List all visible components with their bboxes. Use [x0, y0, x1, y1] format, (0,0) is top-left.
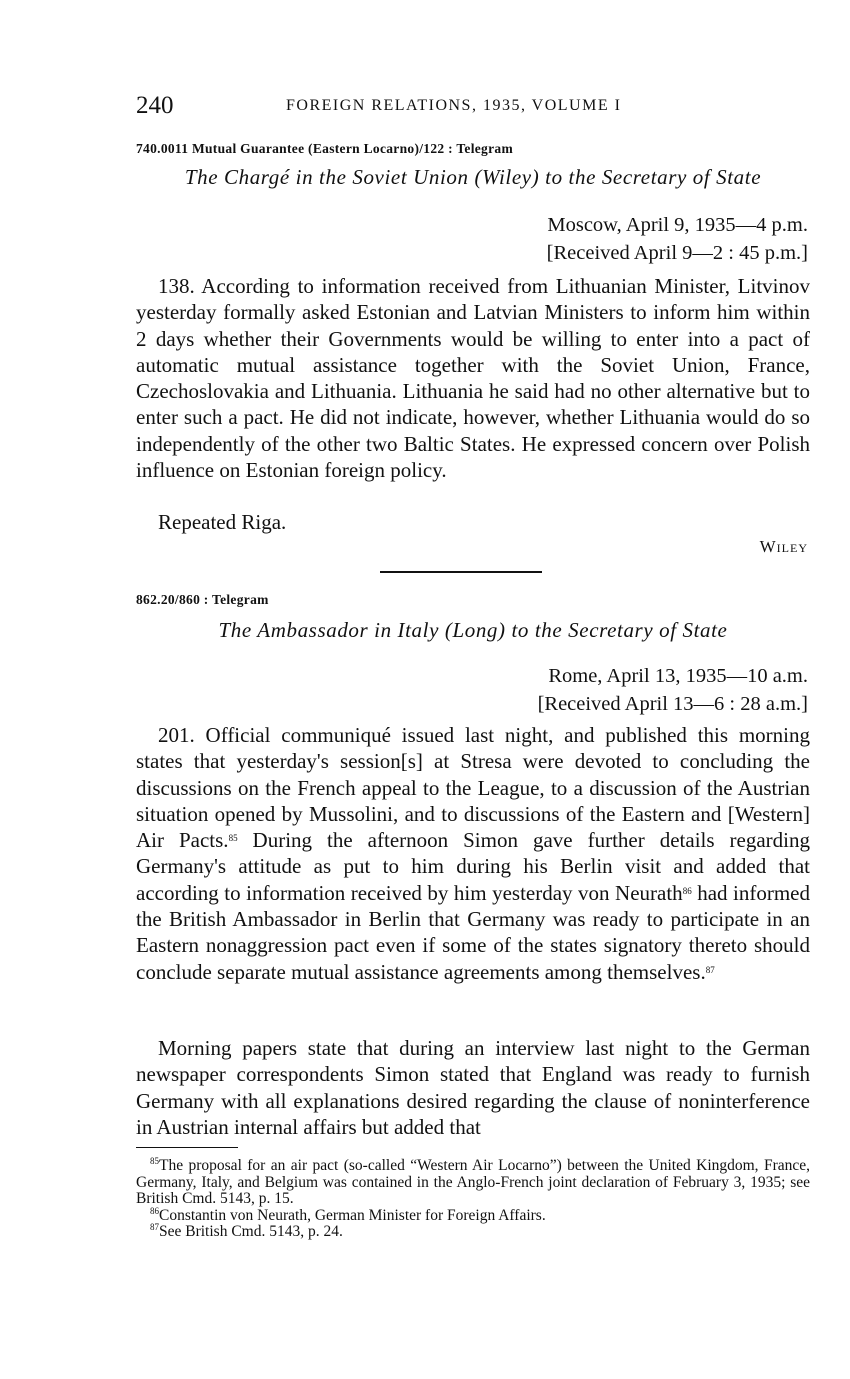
body-text: During the afternoon Simon gave further details regarding Germany's attitude as put to him during his Berlin visit and added that according to information received by him yesterday von Neurath [136, 828, 810, 905]
place-date: Moscow, April 9, 1935—4 p.m. [547, 214, 808, 236]
page-header [136, 92, 810, 126]
telegram-body [136, 722, 810, 985]
footnote-ref[interactable]: 85 [228, 833, 238, 844]
footnotes [136, 1158, 810, 1241]
telegram-body: Morning papers state that during an interview last night to the German newspaper correspondents Simon stated that England was ready to furnish Germany with all explanations desired regarding the clause of noninterference in Austrian internal affairs but added that [136, 1036, 810, 1139]
footnote [136, 1205, 810, 1225]
footnote-text: Constantin von Neurath, German Minister for Foreign Affairs. [159, 1206, 546, 1224]
file-number: 862.20/860 : Telegram [136, 592, 269, 607]
running-head: FOREIGN RELATIONS, 1935, VOLUME I [286, 97, 622, 114]
footnote [136, 1224, 810, 1241]
footnote-text: See British Cmd. 5143, p. 24. [159, 1223, 343, 1240]
body-text: had informed the British Ambassador in Berlin that Germany was ready to participate in an Eastern nonaggression pact even if some of the states signatory thereto should conclude separate mutual assistance agreements among themselves. [136, 880, 810, 984]
footnote-divider [136, 1147, 238, 1148]
footnote-number: 86 [150, 1205, 159, 1216]
body-text: 201. Official communiqué issued last night, and published this morning states that yesterday's session[s] at Stresa were devoted to concluding the discussions on the French appeal to the League, to a discussion of the Austrian situation opened by Mussolini, and to discussions of the Eastern and [Western] Air Pacts. [136, 723, 810, 853]
dateline [538, 662, 808, 718]
telegram-body: 138. According to information received from Lithuanian Minister, Litvinov yesterday formally asked Estonian and Latvian Ministers to inform him within 2 days whether their Governments would be willing to enter into a pact of automatic mutual assistance together with the Soviet Union, France, Czechoslovakia and Lithuania. Lithuania he said had no other alternative but to enter such a pact. He did not indicate, however, whether Lithuania would do so independently of the other two Baltic States. He expressed concern over Polish influence on Estonian foreign policy. [136, 274, 810, 483]
repeated-line: Repeated Riga. [158, 510, 287, 534]
footnote-number: 87 [150, 1222, 159, 1232]
section-divider [380, 571, 542, 573]
footnote-number: 85 [150, 1156, 159, 1166]
dateline [547, 211, 808, 267]
footnote-text: The proposal for an air pact (so-called “Western Air Locarno”) between the United Kingdom, France, Germany, Italy, and Belgium was contained in the Anglo-French joint declaration of February 3, 1935; see British Cmd. 5143, p. 15. [136, 1157, 810, 1207]
footnote-ref[interactable]: 86 [682, 885, 692, 896]
document-title: The Chargé in the Soviet Union (Wiley) to the Secretary of State [184, 165, 762, 189]
file-number: 740.0011 Mutual Guarantee (Eastern Locarno)/122 : Telegram [136, 141, 513, 156]
page-number: 240 [136, 92, 174, 119]
footnote-ref[interactable]: 87 [705, 964, 715, 975]
footnote [136, 1158, 810, 1208]
document-title: The Ambassador in Italy (Long) to the Secretary of State [218, 618, 728, 642]
received-line: [Received April 13—6 : 28 a.m.] [537, 693, 808, 715]
place-date: Rome, April 13, 1935—10 a.m. [548, 665, 808, 687]
received-line: [Received April 9—2 : 45 p.m.] [546, 242, 808, 264]
signature: Wiley [759, 537, 808, 556]
